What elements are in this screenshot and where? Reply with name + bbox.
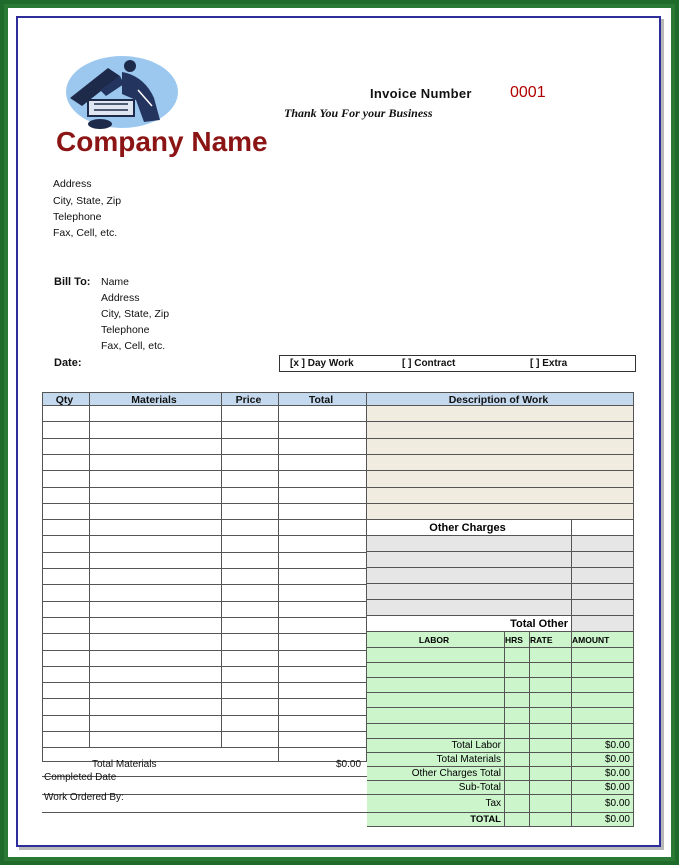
labor-cell[interactable]	[530, 708, 572, 724]
materials-cell[interactable]	[279, 504, 367, 520]
completed-date-label: Completed Date	[44, 772, 117, 783]
materials-cell[interactable]	[90, 439, 222, 455]
materials-cell[interactable]	[42, 651, 90, 667]
col-header-qty: Qty	[42, 392, 90, 406]
materials-cell[interactable]	[222, 455, 279, 471]
materials-cell[interactable]	[279, 618, 367, 634]
summary-rate-cell	[530, 781, 572, 795]
materials-cell[interactable]	[42, 667, 90, 683]
other-charges-amount[interactable]	[572, 568, 634, 584]
labor-cell[interactable]	[530, 724, 572, 739]
invoice-number: 0001	[510, 84, 546, 101]
description-row[interactable]	[367, 471, 634, 488]
description-row[interactable]	[367, 439, 634, 455]
materials-cell[interactable]	[279, 683, 367, 699]
company-city: City, State, Zip	[53, 195, 122, 207]
summary-label-sub-total: Sub-Total	[367, 781, 505, 795]
total-materials-value: $0.00	[336, 759, 362, 770]
materials-cell[interactable]	[42, 471, 90, 488]
materials-cell[interactable]	[90, 699, 222, 716]
materials-cell[interactable]	[279, 602, 367, 618]
company-name: Company Name	[56, 126, 268, 157]
labor-cell[interactable]	[572, 693, 634, 708]
labor-cell[interactable]	[367, 663, 505, 678]
materials-cell[interactable]	[279, 667, 367, 683]
col-header-total: Total	[279, 392, 367, 406]
col-header-description: Description of Work	[367, 392, 634, 406]
summary-value-total-materials: $0.00	[572, 753, 634, 767]
description-row[interactable]	[367, 504, 634, 520]
materials-cell[interactable]	[279, 699, 367, 716]
materials-cell[interactable]	[90, 488, 222, 504]
materials-cell[interactable]	[42, 406, 90, 422]
materials-cell[interactable]	[279, 585, 367, 602]
materials-cell[interactable]	[222, 536, 279, 553]
other-charges-row[interactable]	[367, 584, 572, 600]
materials-cell[interactable]	[42, 699, 90, 716]
materials-cell[interactable]	[90, 406, 222, 422]
bill-to-label: Bill To:	[54, 276, 91, 288]
materials-cell[interactable]	[90, 536, 222, 553]
materials-cell[interactable]	[222, 569, 279, 585]
materials-cell[interactable]	[90, 520, 222, 536]
other-charges-amount[interactable]	[572, 600, 634, 616]
materials-cell[interactable]	[42, 504, 90, 520]
labor-header-hrs: HRS	[505, 632, 530, 648]
summary-label-total-materials: Total Materials	[367, 753, 505, 767]
materials-cell[interactable]	[42, 732, 90, 748]
other-charges-row[interactable]	[367, 568, 572, 584]
materials-cell[interactable]	[42, 569, 90, 585]
labor-header-amount: AMOUNT	[572, 632, 634, 648]
materials-cell[interactable]	[42, 536, 90, 553]
materials-cell[interactable]	[279, 569, 367, 585]
materials-cell[interactable]	[222, 651, 279, 667]
materials-cell[interactable]	[279, 439, 367, 455]
col-header-price: Price	[222, 392, 279, 406]
total-materials-label: Total Materials	[92, 759, 157, 770]
labor-cell[interactable]	[530, 648, 572, 663]
materials-cell[interactable]	[279, 732, 367, 748]
materials-cell[interactable]	[42, 716, 90, 732]
labor-cell[interactable]	[367, 708, 505, 724]
labor-cell[interactable]	[572, 708, 634, 724]
other-charges-row[interactable]	[367, 600, 572, 616]
materials-cell[interactable]	[279, 520, 367, 536]
other-charges-amount[interactable]	[572, 584, 634, 600]
summary-value-other-charges-total: $0.00	[572, 767, 634, 781]
materials-cell[interactable]	[42, 422, 90, 439]
materials-cell[interactable]	[42, 455, 90, 471]
total-other-value	[572, 616, 634, 632]
materials-cell[interactable]	[222, 488, 279, 504]
extra-checkbox[interactable]: [ ] Extra	[530, 358, 568, 369]
labor-cell[interactable]	[572, 724, 634, 739]
materials-cell[interactable]	[222, 618, 279, 634]
other-charges-header-amount	[572, 520, 634, 536]
summary-hrs-cell	[505, 739, 530, 753]
other-charges-row[interactable]	[367, 536, 572, 552]
labor-cell[interactable]	[572, 648, 634, 663]
company-address: Address	[53, 178, 92, 190]
labor-cell[interactable]	[530, 693, 572, 708]
summary-value-total: $0.00	[572, 813, 634, 827]
labor-cell[interactable]	[505, 693, 530, 708]
materials-cell[interactable]	[42, 553, 90, 569]
summary-hrs-cell	[505, 753, 530, 767]
materials-cell[interactable]	[279, 553, 367, 569]
summary-rate-cell	[530, 753, 572, 767]
other-charges-amount[interactable]	[572, 536, 634, 552]
summary-value-tax: $0.00	[572, 795, 634, 813]
labor-cell[interactable]	[505, 648, 530, 663]
materials-cell[interactable]	[42, 439, 90, 455]
materials-cell[interactable]	[42, 520, 90, 536]
summary-rate-cell	[530, 795, 572, 813]
labor-cell[interactable]	[530, 678, 572, 693]
materials-cell[interactable]	[222, 732, 279, 748]
labor-cell[interactable]	[367, 693, 505, 708]
materials-cell[interactable]	[90, 602, 222, 618]
materials-cell[interactable]	[279, 488, 367, 504]
bill-to-name: Name	[101, 276, 130, 288]
summary-rate-cell	[530, 813, 572, 827]
materials-cell[interactable]	[222, 520, 279, 536]
labor-cell[interactable]	[572, 663, 634, 678]
description-row[interactable]	[367, 422, 634, 439]
description-row[interactable]	[367, 488, 634, 504]
labor-cell[interactable]	[572, 678, 634, 693]
summary-hrs-cell	[505, 781, 530, 795]
materials-cell[interactable]	[222, 602, 279, 618]
summary-hrs-cell	[505, 795, 530, 813]
materials-cell[interactable]	[222, 504, 279, 520]
bill-to-city: City, State, Zip	[101, 308, 170, 320]
materials-cell[interactable]	[279, 634, 367, 651]
other-charges-header: Other Charges	[367, 520, 572, 536]
total-materials-row	[42, 748, 279, 762]
materials-cell[interactable]	[279, 422, 367, 439]
materials-cell[interactable]	[279, 651, 367, 667]
labor-cell[interactable]	[505, 663, 530, 678]
materials-cell[interactable]	[222, 422, 279, 439]
materials-cell[interactable]	[42, 683, 90, 699]
thank-you-note: Thank You For your Business	[284, 106, 433, 120]
company-fax: Fax, Cell, etc.	[53, 227, 118, 239]
materials-cell[interactable]	[90, 585, 222, 602]
materials-cell[interactable]	[42, 585, 90, 602]
materials-cell[interactable]	[90, 683, 222, 699]
materials-cell[interactable]	[222, 471, 279, 488]
materials-cell[interactable]	[90, 732, 222, 748]
materials-cell[interactable]	[90, 504, 222, 520]
other-charges-row[interactable]	[367, 552, 572, 568]
labor-cell[interactable]	[367, 648, 505, 663]
materials-cell[interactable]	[222, 699, 279, 716]
work-ordered-by-label: Work Ordered By:	[44, 792, 124, 803]
labor-cell[interactable]	[505, 708, 530, 724]
materials-cell[interactable]	[279, 536, 367, 553]
summary-rate-cell	[530, 739, 572, 753]
materials-cell[interactable]	[222, 667, 279, 683]
bill-to-telephone: Telephone	[101, 324, 150, 336]
summary-label-total: TOTAL	[367, 813, 505, 827]
summary-hrs-cell	[505, 767, 530, 781]
other-charges-amount[interactable]	[572, 552, 634, 568]
summary-value-sub-total: $0.00	[572, 781, 634, 795]
labor-cell[interactable]	[505, 678, 530, 693]
materials-cell[interactable]	[222, 634, 279, 651]
invoice-page	[16, 16, 661, 847]
contract-checkbox[interactable]: [ ] Contract	[402, 358, 456, 369]
materials-cell[interactable]	[222, 553, 279, 569]
date-label: Date:	[54, 357, 82, 369]
materials-cell[interactable]	[90, 455, 222, 471]
materials-cell[interactable]	[90, 667, 222, 683]
summary-label-total-labor: Total Labor	[367, 739, 505, 753]
summary-hrs-cell	[505, 813, 530, 827]
labor-header-rate: RATE	[530, 632, 572, 648]
materials-cell[interactable]	[90, 553, 222, 569]
materials-cell[interactable]	[42, 634, 90, 651]
materials-cell[interactable]	[222, 439, 279, 455]
materials-cell[interactable]	[90, 651, 222, 667]
invoice-grid	[18, 18, 663, 849]
labor-header-labor: LABOR	[367, 632, 505, 648]
day-work-checkbox[interactable]: [x ] Day Work	[290, 358, 354, 369]
description-row[interactable]	[367, 455, 634, 471]
materials-cell[interactable]	[222, 406, 279, 422]
materials-cell[interactable]	[222, 683, 279, 699]
bill-to-fax: Fax, Cell, etc.	[101, 340, 166, 352]
materials-cell[interactable]	[42, 618, 90, 634]
total-other-label: Total Other	[367, 616, 572, 632]
materials-cell[interactable]	[222, 716, 279, 732]
description-row[interactable]	[367, 406, 634, 422]
labor-cell[interactable]	[505, 724, 530, 739]
materials-cell[interactable]	[90, 618, 222, 634]
materials-cell[interactable]	[42, 488, 90, 504]
materials-cell[interactable]	[90, 471, 222, 488]
materials-cell[interactable]	[279, 455, 367, 471]
materials-cell[interactable]	[42, 602, 90, 618]
labor-cell[interactable]	[530, 663, 572, 678]
materials-cell[interactable]	[90, 422, 222, 439]
invoice-number-label: Invoice Number	[370, 86, 472, 101]
summary-rate-cell	[530, 767, 572, 781]
materials-cell[interactable]	[90, 569, 222, 585]
col-header-materials: Materials	[90, 392, 222, 406]
materials-cell[interactable]	[279, 716, 367, 732]
summary-label-other-charges-total: Other Charges Total	[367, 767, 505, 781]
bill-to-address: Address	[101, 292, 140, 304]
labor-cell[interactable]	[367, 724, 505, 739]
materials-cell[interactable]	[90, 716, 222, 732]
materials-cell[interactable]	[279, 406, 367, 422]
materials-cell[interactable]	[279, 471, 367, 488]
summary-value-total-labor: $0.00	[572, 739, 634, 753]
labor-cell[interactable]	[367, 678, 505, 693]
materials-cell[interactable]	[222, 585, 279, 602]
materials-cell[interactable]	[90, 634, 222, 651]
work-ordered-by-line	[42, 812, 367, 813]
summary-label-tax: Tax	[367, 795, 505, 813]
company-telephone: Telephone	[53, 211, 102, 223]
